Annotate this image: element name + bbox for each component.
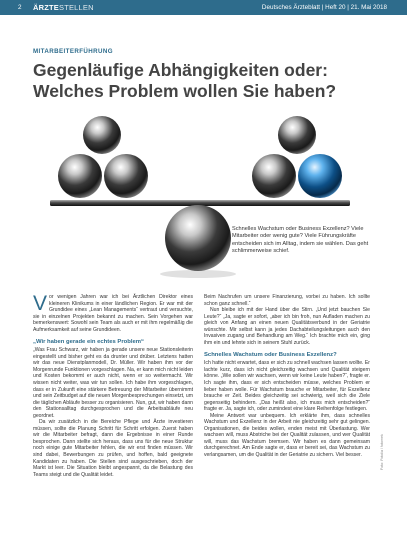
ball — [58, 154, 102, 198]
article-kicker: MITARBEITERFÜHRUNG — [33, 48, 113, 55]
title-line-1: Gegenläufige Abhängigkeiten oder: — [33, 60, 328, 80]
title-line-2: Welches Problem wollen Sie haben? — [33, 81, 337, 101]
body-paragraph: „Was Frau Schwarz, wir haben ja gerade unsere neue Stationsleiterin eingestellt und bisher geht es da drunter und drüber. Letztens hatten wir das neue Dienstplanmodell, Dr. Müller. Wir haben ihm vor der Morgenrunde Funktionen vorgeschlagen. Na, er kann mich nicht leiden und Kosten bekommt er auch nicht, wenn er so weitermacht. Wir wissen nicht weiter, was wir tun sollen. Ich habe ihm vorgeschlagen, dass er in Zukunft eine stärkere Betreuung der Mitarbeiter übernimmt und sein Zeitbudget auf die neuen Morgenbesprechungen einsetzt, um die täglichen Abläufe besser zu organisieren. Nun, gut, wir haben dann den Stationsalltag durchgesprochen und die Arbeitsabläufe neu geordnet. — [33, 347, 193, 419]
article-title — [33, 60, 393, 102]
photo-credit: Foto: Fotolia / fotomek — [380, 434, 384, 470]
subheading-1: „Wir haben gerade ein echtes Problem“ — [33, 339, 144, 346]
body-paragraph: Ich hatte nicht erwartet, dass er sich zu schnell wachsen lassen wollte. Er lachte kurz, dass ich nicht gleichzeitig wachsen und Qualität steigern könne. „Wie sollen wir wachsen, wenn wir keine Leute haben?“, fragte er. Ich sagte ihm, dass er sich entscheiden müsse, welches Problem er lieber haben wolle. Für Wachstum brauche er Mitarbeiter, für Exzellenz brauche er Zeit. Beides gleichzeitig sei schwierig, weil sich die Ziele gegenseitig behindern. „Das heißt also, ich muss mich entscheiden?“ fragte er. Ja, sagte ich, oder zumindest eine klare Reihenfolge festlegen. — [204, 360, 370, 413]
ball — [278, 116, 316, 154]
drop-cap: V — [33, 292, 48, 315]
page-number: 2 — [18, 4, 22, 11]
page-header — [0, 0, 407, 15]
ball — [83, 116, 121, 154]
ball — [104, 154, 148, 198]
balance-illustration — [30, 112, 370, 284]
column-right — [204, 294, 370, 459]
issue-info: Deutsches Ärzteblatt | Heft 20 | 21. Mai 2018 — [261, 4, 387, 11]
body-paragraph: Da wir zusätzlich in die Bereiche Pflege und Ärzte investieren müssen, sollte die Planung Schritt für Schritt erfolgen. Zuerst haben wir die Mitarbeiter befragt, dann die Ergebnisse in einer Runde besprochen. Dann stellte sich heraus, dass uns für die neue Struktur noch einige gute Mitarbeiter fehlen, die wir erst finden müssen. Wir sind dabei, Bewerbungen zu prüfen, und hoffen, bald geeignete Kandidaten zu haben. Die Stellen sind ausgeschrieben, doch der Markt ist leer. Die Situation bleibt angespannt, da die Belastung des Teams steigt und die Qualität leidet. — [33, 419, 193, 478]
highlight-ball — [298, 154, 342, 198]
fulcrum-ball — [165, 205, 231, 271]
ball — [252, 154, 296, 198]
subheading-2: Schnelles Wachstum oder Business Exzellenz? — [204, 352, 337, 359]
brand-logo: ÄRZTESTELLEN — [33, 3, 94, 12]
body-paragraph: Beim Nachrufen um unsere Finanzierung, vorbei zu haben. Ich sollte schon ganz schnell.“ — [204, 294, 370, 307]
lead-paragraph: Vor wenigen Jahren war ich bei Ärztlichen Direktor eines kleineren Klinikums in einer ländlichen Region. Er war mit der Grundidee eines „Lean Managements“ vertraut und versuchte, sie in einzelnen Projekten bekannt zu machen. Sein Vorgehen war bemerkenswert: Sowohl sein Team als auch er mit ihm regelmäßig die Aufmerksamkeit auf seine Grundideen. — [33, 292, 193, 333]
column-left — [33, 294, 193, 478]
image-caption: Schnelles Wachstum oder Business Exzellenz? Viele Mitarbeiter oder wenig gute? Viele Führungskräfte entscheiden sich im Alltag, indem sie wählen. Das geht schlimmerweise schief. — [232, 226, 369, 255]
body-paragraph: Meine Antwort war unbequem. Ich erklärte ihm, dass schnelles Wachstum und Exzellenz in der Arbeit nie gleichzeitig sehr gut gelingen. Organisationen, die beides wollen, enden meist mit Überlastung. Wer wachsen will, muss Abstriche bei der Qualität zulassen, und wer Qualität will, muss das Wachstum bremsen. Wir haben es dann gemeinsam durchgerechnet. Am Ende sagte er, dass er bereit sei, das Wachstum zu verlangsamen, um die Qualität in der Geriatrie zu sichern. Viel besser. — [204, 412, 370, 459]
body-paragraph: Nun bleibe ich mit der Hand über die Stirn. „Und jetzt bauchen Sie Leute?“ „Ja, sagte er sofort, „aber ich bin froh, nun Aufladen machen zu gleich von Anfang an einen neuen Qualitätsverbund in der Geriatrie wünschte. Mir selbst kann ja jedes Dachabteilungsleitungen auch den Invasiven zugang und Behandlung am Weg.“ Ich brachte mich ein, ging ihm ein und lehnte sich in seinem Stuhl zurück. — [204, 307, 370, 346]
